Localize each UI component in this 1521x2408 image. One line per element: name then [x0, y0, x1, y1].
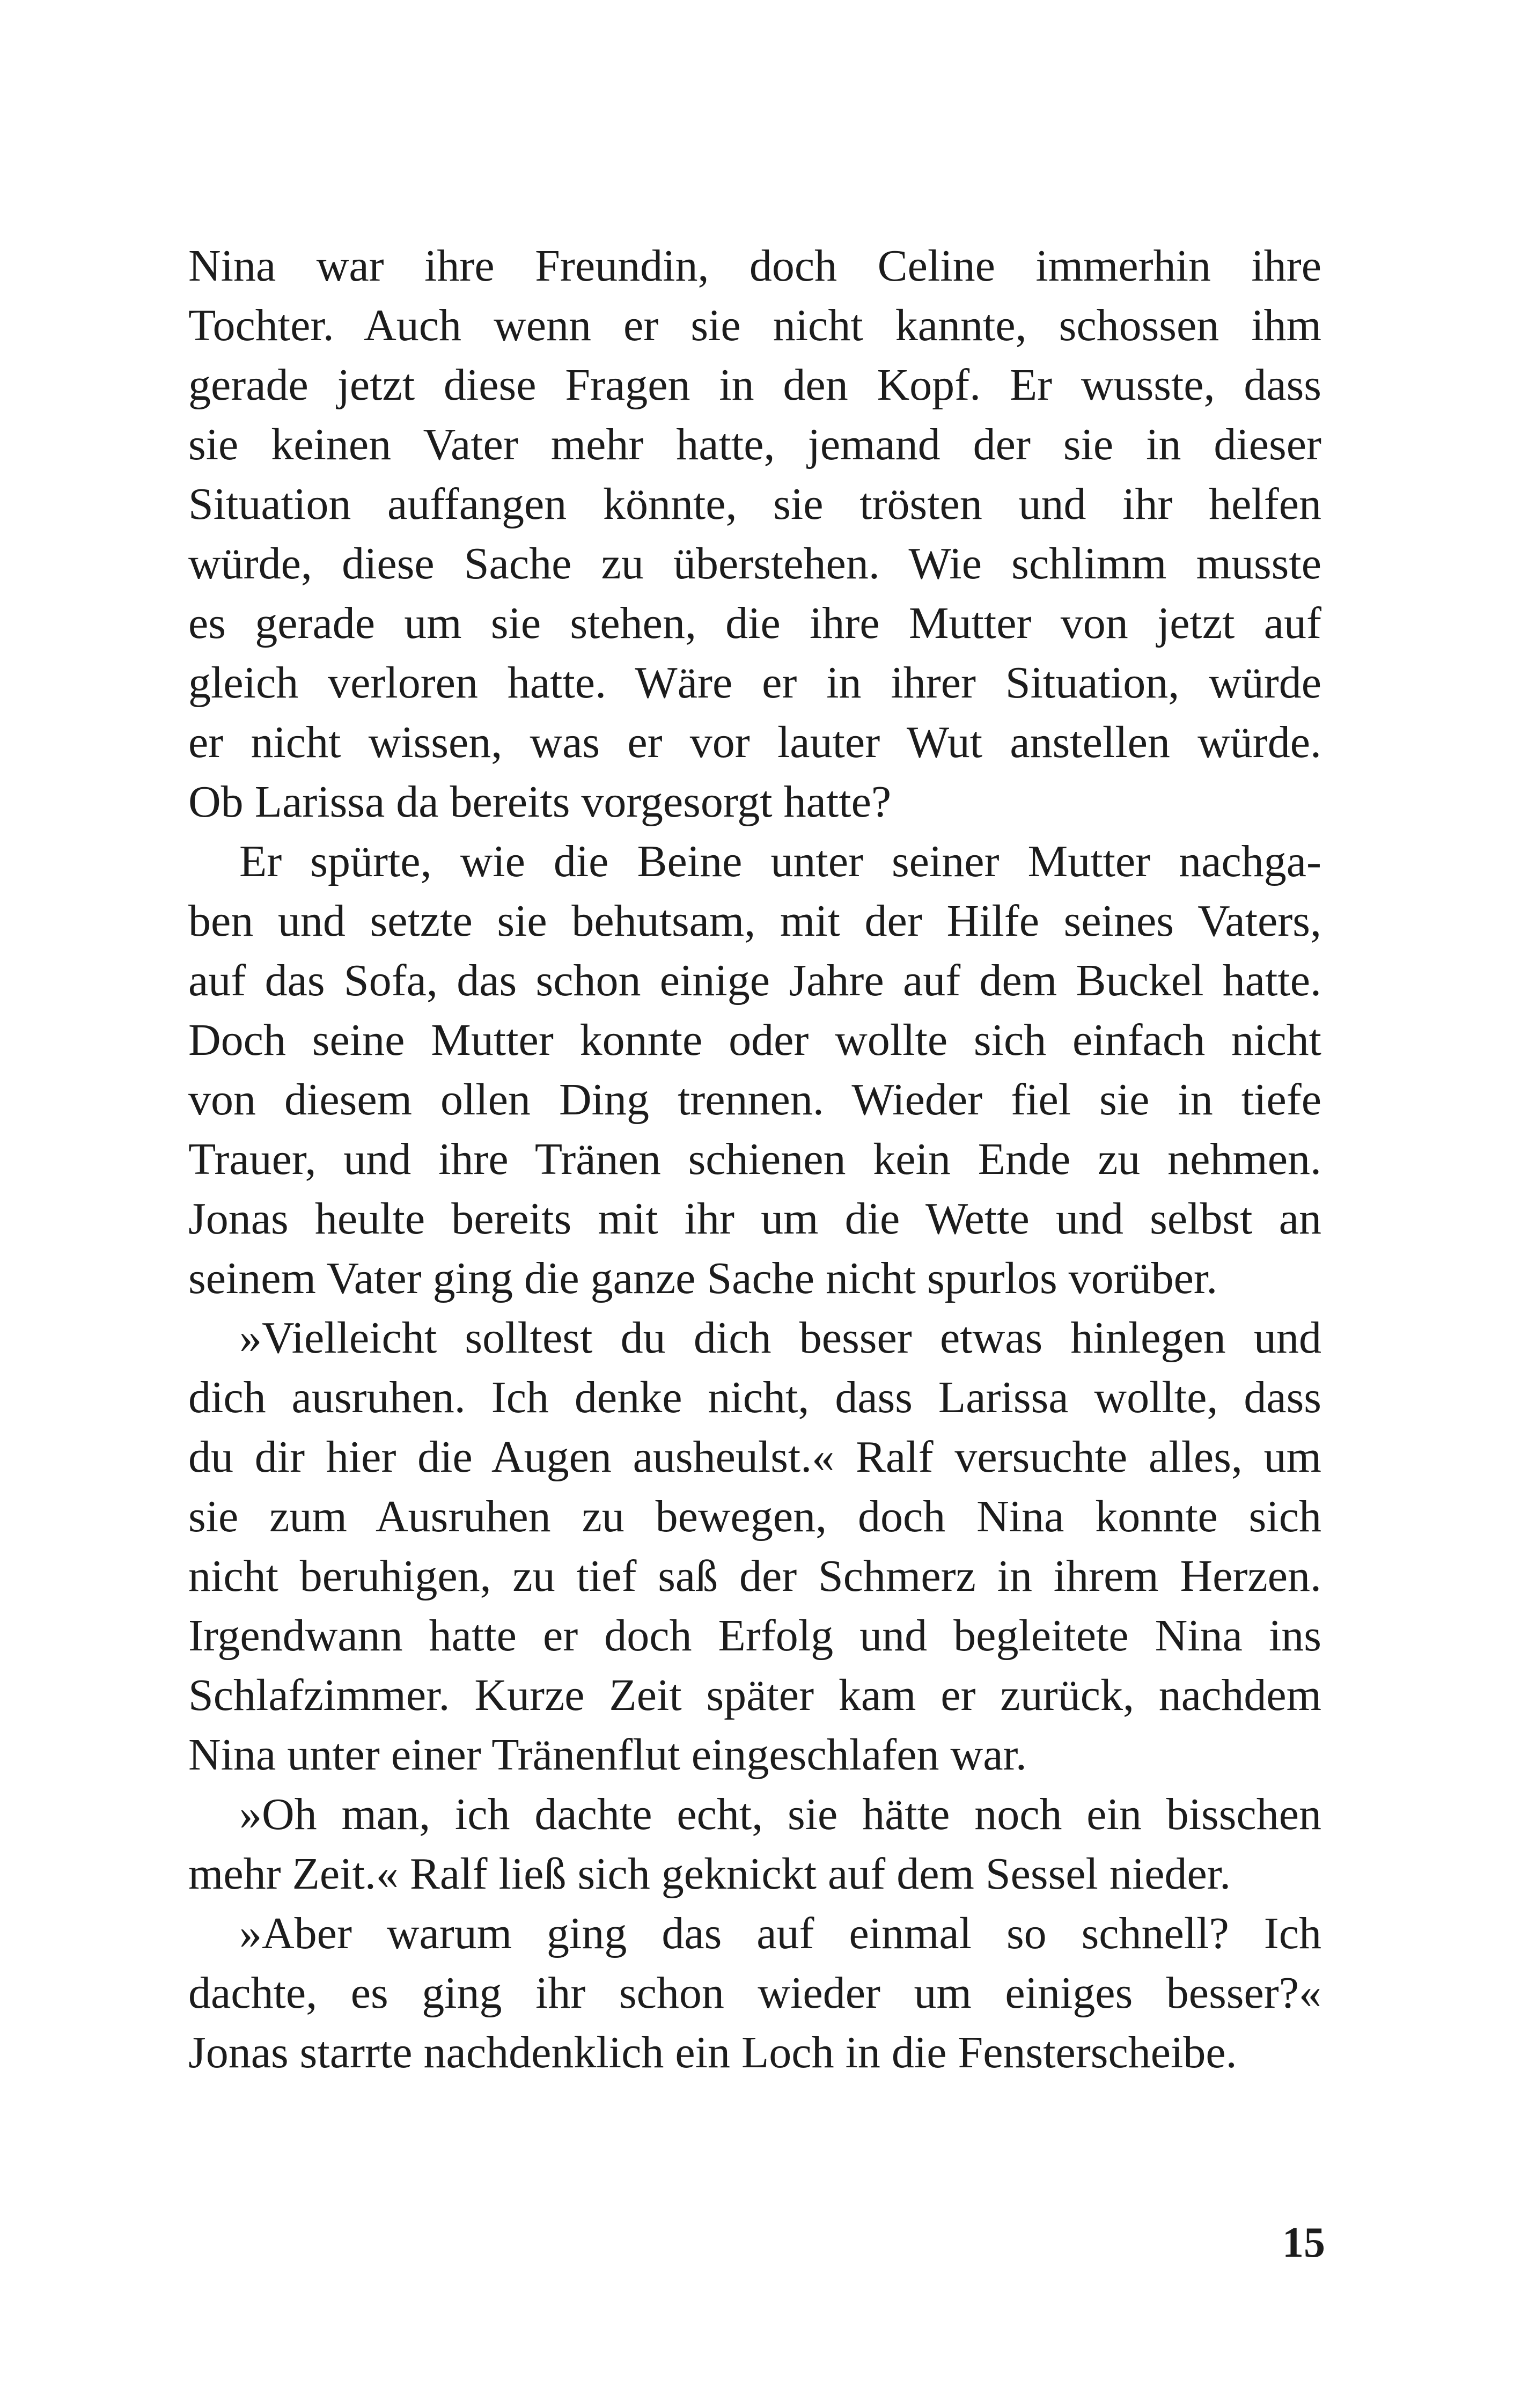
text-line: Nina war ihre Freundin, doch Celine immerhin ihre [188, 241, 1321, 291]
text-line: du dir hier die Augen ausheulst.« Ralf versuchte alles, um [188, 1432, 1321, 1482]
text-line: Tochter. Auch wenn er sie nicht kannte, schossen ihm [188, 300, 1321, 350]
text-line: es gerade um sie stehen, die ihre Mutter von jetzt auf [188, 598, 1321, 648]
text-line: Doch seine Mutter konnte oder wollte sich einfach nicht [188, 1015, 1321, 1065]
text-line: nicht beruhigen, zu tief saß der Schmerz in ihrem Herzen. [188, 1551, 1321, 1601]
page-number: 15 [1282, 2219, 1325, 2266]
text-line: dich ausruhen. Ich denke nicht, dass Larissa wollte, dass [188, 1372, 1321, 1422]
text-line: sie zum Ausruhen zu bewegen, doch Nina konnte sich [188, 1492, 1321, 1541]
text-line: ben und setzte sie behutsam, mit der Hilfe seines Vaters, [188, 896, 1321, 946]
paragraph [188, 832, 1321, 1308]
text-line: Trauer, und ihre Tränen schienen kein Ende zu nehmen. [188, 1134, 1321, 1184]
text-line: sie keinen Vater mehr hatte, jemand der sie in dieser [188, 420, 1321, 469]
text-line: mehr Zeit.« Ralf ließ sich geknickt auf dem Sessel nieder. [188, 1849, 1231, 1899]
text-line: Er spürte, wie die Beine unter seiner Mutter nachga- [239, 836, 1321, 886]
text-line: Jonas starrte nachdenklich ein Loch in die Fensterscheibe. [188, 2028, 1237, 2077]
text-line: gerade jetzt diese Fragen in den Kopf. Er wusste, dass [188, 360, 1321, 410]
text-line: Nina unter einer Tränenflut eingeschlafen war. [188, 1730, 1027, 1780]
paragraph [188, 1785, 1321, 1904]
text-line: Ob Larissa da bereits vorgesorgt hatte? [188, 777, 892, 827]
text-line: Situation auffangen könnte, sie trösten und ihr helfen [188, 479, 1321, 529]
paragraph [188, 1308, 1321, 1785]
text-line: würde, diese Sache zu überstehen. Wie schlimm musste [188, 539, 1321, 589]
text-line: »Oh man, ich dachte echt, sie hätte noch ein bisschen [239, 1789, 1321, 1839]
text-line: »Vielleicht solltest du dich besser etwas hinlegen und [239, 1313, 1321, 1363]
text-line: gleich verloren hatte. Wäre er in ihrer Situation, würde [188, 658, 1321, 708]
text-line: Jonas heulte bereits mit ihr um die Wette und selbst an [188, 1194, 1321, 1244]
text-line: Irgendwann hatte er doch Erfolg und begleitete Nina ins [188, 1611, 1321, 1661]
text-line: seinem Vater ging die ganze Sache nicht spurlos vorüber. [188, 1253, 1218, 1303]
paragraph [188, 1904, 1321, 2082]
body-text [188, 236, 1321, 2082]
text-line: dachte, es ging ihr schon wieder um einiges besser?« [188, 1968, 1321, 2018]
text-line: Schlafzimmer. Kurze Zeit später kam er zurück, nachdem [188, 1670, 1321, 1720]
paragraph [188, 236, 1321, 832]
text-line: »Aber warum ging das auf einmal so schnell? Ich [239, 1908, 1321, 1958]
text-line: von diesem ollen Ding trennen. Wieder fiel sie in tiefe [188, 1075, 1321, 1125]
text-line: auf das Sofa, das schon einige Jahre auf dem Buckel hatte. [188, 956, 1321, 1005]
text-line: er nicht wissen, was er vor lauter Wut anstellen würde. [188, 717, 1321, 767]
